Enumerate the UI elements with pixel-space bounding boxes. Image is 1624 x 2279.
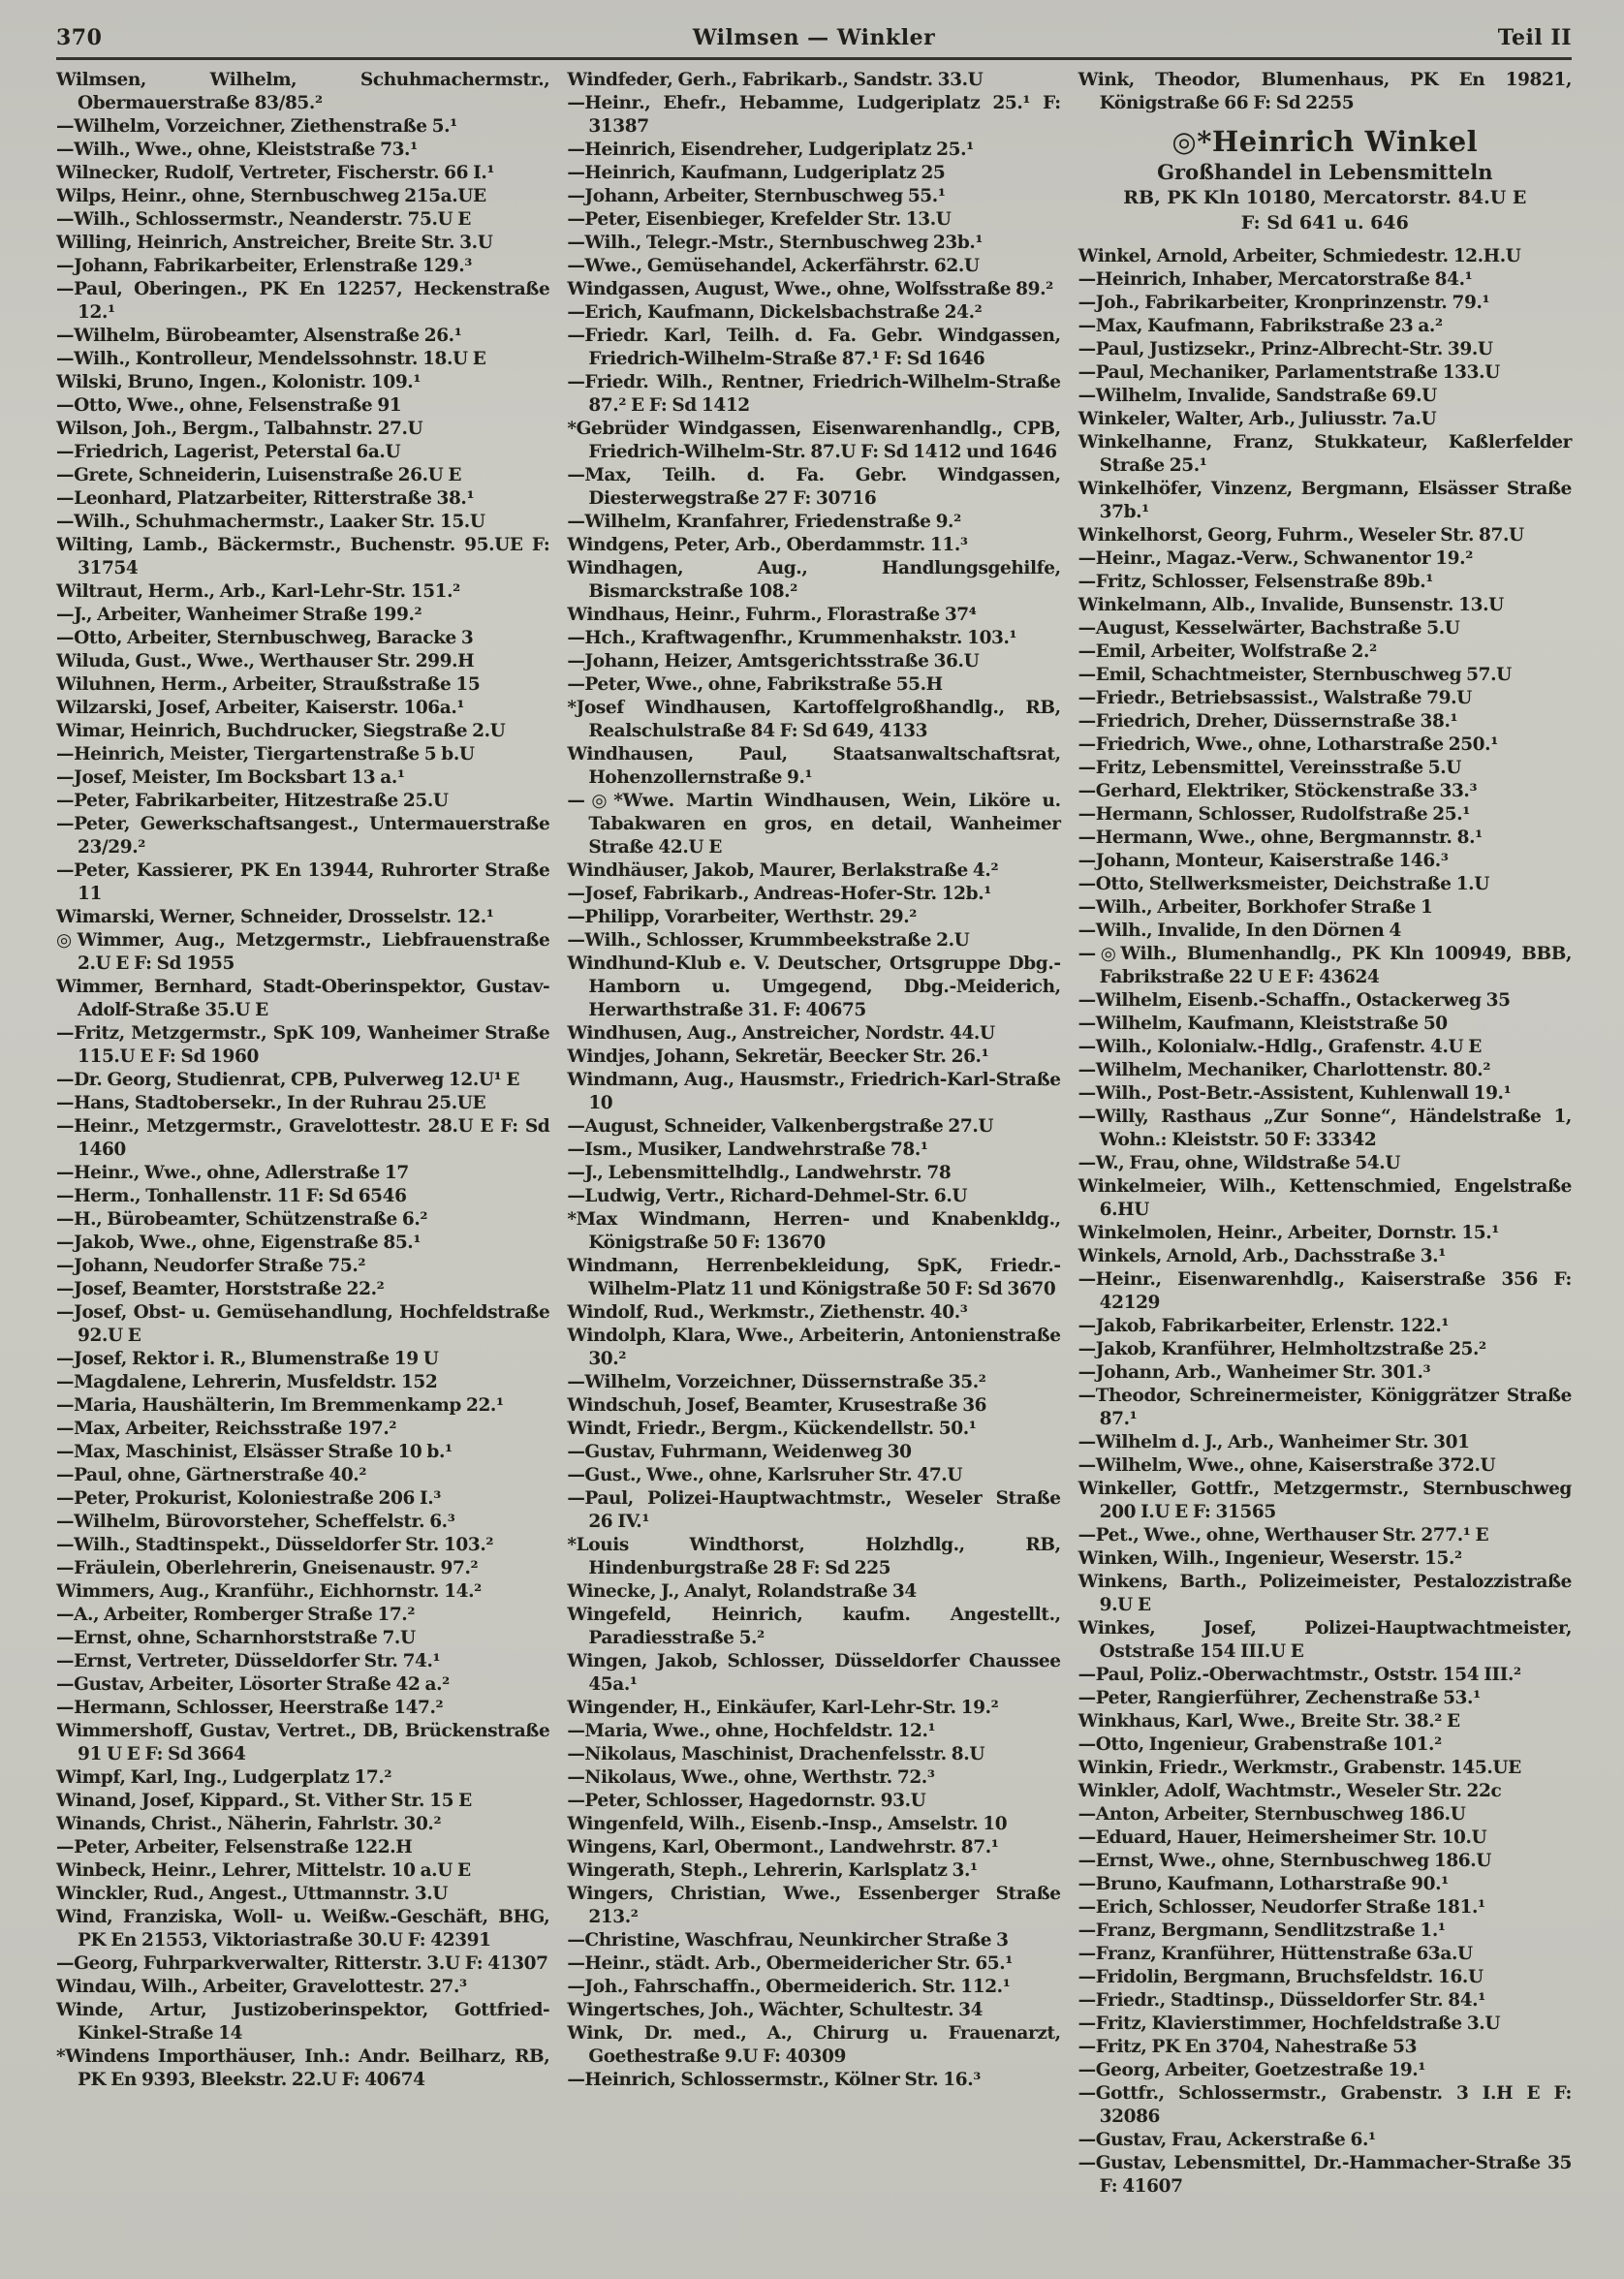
directory-entry: —Hermann, Wwe., ohne, Bergmannstr. 8.¹ <box>1077 827 1483 848</box>
directory-entry: —Josef, Meister, Im Bocksbart 13 a.¹ <box>56 767 405 788</box>
page-header <box>56 25 1572 60</box>
directory-entry: —Ernst, Vertreter, Düsseldorfer Str. 74.¹ <box>56 1651 441 1671</box>
directory-entry: Wiluhnen, Herm., Arbeiter, Straußstraße 15 <box>56 674 481 695</box>
directory-entry: —Heinrich, Inhaber, Mercatorstraße 84.¹ <box>1077 269 1473 290</box>
directory-entry: Wimar, Heinrich, Buchdrucker, Siegstraße 2.U <box>56 721 506 741</box>
directory-entry: Windhagen, Aug., Handlungsgehilfe, Bismarckstraße 108.² <box>567 558 1061 602</box>
directory-entry: —Gustav, Frau, Ackerstraße 6.¹ <box>1077 2130 1376 2150</box>
directory-entry: —Pet., Wwe., ohne, Werthauser Str. 277.¹ E <box>1077 1525 1489 1545</box>
directory-entry: —Erich, Schlosser, Neudorfer Straße 181.¹ <box>1077 1897 1485 1918</box>
directory-entry: Winkelhanne, Franz, Stukkateur, Kaßlerfelder Straße 25.¹ <box>1077 432 1572 476</box>
directory-entry: —Willy, Rasthaus „Zur Sonne“, Händelstraße 1, Wohn.: Kleiststr. 50 F: 33342 <box>1077 1107 1572 1150</box>
directory-entry: —Wilh., Kontrolleur, Mendelssohnstr. 18.U E <box>56 349 486 369</box>
directory-entry: —Gustav, Arbeiter, Lösorter Straße 42 a.² <box>56 1674 450 1695</box>
directory-entry: —◎Wilh., Blumenhandlg., PK Kln 100949, BBB, Fabrikstraße 22 U E F: 43624 <box>1077 944 1572 987</box>
directory-entry: Winkens, Barth., Polizeimeister, Pestalozzistraße 9.U E <box>1077 1572 1572 1615</box>
directory-entry: Wilski, Bruno, Ingen., Kolonistr. 109.¹ <box>56 372 422 392</box>
directory-entry: Wimmers, Aug., Kranführ., Eichhornstr. 14.² <box>56 1581 482 1602</box>
directory-entry: —Max, Kaufmann, Fabrikstraße 23 a.² <box>1077 316 1443 336</box>
directory-entry: —Nikolaus, Wwe., ohne, Werthstr. 72.³ <box>567 1767 935 1788</box>
directory-entry: —Johann, Monteur, Kaiserstraße 146.³ <box>1077 851 1449 871</box>
directory-entry: —Friedrich, Wwe., ohne, Lotharstraße 250.¹ <box>1077 734 1498 755</box>
directory-entry: Windgassen, August, Wwe., ohne, Wolfsstraße 89.² <box>567 279 1053 299</box>
directory-entry: —Grete, Schneiderin, Luisenstraße 26.U E <box>56 465 462 485</box>
directory-entry: —Ism., Musiker, Landwehrstraße 78.¹ <box>567 1140 928 1160</box>
advertisement-title: ◎*Heinrich Winkel <box>1171 125 1479 158</box>
directory-entry: —August, Kesselwärter, Bachstraße 5.U <box>1077 618 1460 639</box>
directory-entry: —Heinr., Metzgermstr., Gravelottestr. 28.U E F: Sd 1460 <box>56 1116 550 1160</box>
directory-entry: —Heinrich, Meister, Tiergartenstraße 5 b.U <box>56 744 475 765</box>
directory-entry: —Wilhelm, Eisenb.-Schaffn., Ostackerweg 35 <box>1077 990 1511 1011</box>
directory-entry: —Johann, Neudorfer Straße 75.² <box>56 1256 366 1276</box>
directory-entry: —Friedr. Wilh., Rentner, Friedrich-Wilhelm-Straße 87.² E F: Sd 1412 <box>567 372 1061 416</box>
directory-entry: —W., Frau, ohne, Wildstraße 54.U <box>1077 1153 1401 1173</box>
directory-column-left <box>56 69 549 2199</box>
directory-entry: —Franz, Bergmann, Sendlitzstraße 1.¹ <box>1077 1920 1446 1941</box>
directory-entry: Wingens, Karl, Obermont., Landwehrstr. 87.¹ <box>567 1837 999 1858</box>
directory-entry: —Wilh., Invalide, In den Dörnen 4 <box>1077 921 1401 941</box>
directory-entry: Winkelhorst, Georg, Fuhrm., Weseler Str. 87.U <box>1077 525 1524 546</box>
directory-entry: —Wilh., Schuhmachermstr., Laaker Str. 15.U <box>56 512 485 532</box>
directory-entry: —Wilh., Post-Betr.-Assistent, Kuhlenwall 19.¹ <box>1077 1083 1512 1104</box>
directory-entry: *Gebrüder Windgassen, Eisenwarenhandlg., CPB, Friedrich-Wilhelm-Str. 87.U F: Sd 1412 und 1646 <box>567 419 1061 462</box>
directory-entry: —Max, Maschinist, Elsässer Straße 10 b.¹ <box>56 1442 453 1462</box>
directory-entry: —Fritz, Schlosser, Felsenstraße 89b.¹ <box>1077 572 1433 592</box>
directory-entry: Winands, Christ., Näherin, Fahrlstr. 30.² <box>56 1814 442 1834</box>
directory-entry: Winkin, Friedr., Werkmstr., Grabenstr. 145.UE <box>1077 1758 1521 1778</box>
directory-entry: —Fridolin, Bergmann, Bruchsfeldstr. 16.U <box>1077 1967 1483 1987</box>
directory-entry: —A., Arbeiter, Romberger Straße 17.² <box>56 1605 416 1625</box>
directory-entry: —Otto, Wwe., ohne, Felsenstraße 91 <box>56 395 402 416</box>
directory-entry: —Wwe., Gemüsehandel, Ackerfährstr. 62.U <box>567 256 980 276</box>
directory-entry: Winecke, J., Analyt, Rolandstraße 34 <box>567 1581 917 1602</box>
directory-entry: —Peter, Fabrikarbeiter, Hitzestraße 25.U <box>56 791 449 811</box>
directory-entry: —Hermann, Schlosser, Rudolfstraße 25.¹ <box>1077 804 1470 825</box>
part-label: Teil II <box>1497 25 1572 50</box>
directory-entry: Windmann, Aug., Hausmstr., Friedrich-Karl-Straße 10 <box>567 1070 1061 1113</box>
directory-entry: —Josef, Rektor i. R., Blumenstraße 19 U <box>56 1349 439 1369</box>
directory-entry: Wingertsches, Joh., Wächter, Schultestr. 34 <box>567 2000 984 2020</box>
directory-entry: —Heinr., städt. Arb., Obermeidericher Str. 65.¹ <box>567 1953 1014 1974</box>
directory-entry: Windfeder, Gerh., Fabrikarb., Sandstr. 33.U <box>567 70 984 90</box>
directory-entry: Wilps, Heinr., ohne, Sternbuschweg 215a.UE <box>56 186 486 206</box>
directory-entry: —Paul, Poliz.-Oberwachtmstr., Oststr. 154 III.² <box>1077 1665 1521 1685</box>
directory-entry: —Wilhelm, Bürobeamter, Alsenstraße 26.¹ <box>56 326 462 346</box>
directory-entry: —Heinr., Magaz.-Verw., Schwanentor 19.² <box>1077 548 1473 569</box>
directory-entry: —Heinr., Eisenwarenhdlg., Kaiserstraße 356 F: 42129 <box>1077 1269 1572 1313</box>
directory-entry: —Wilh., Telegr.-Mstr., Sternbuschweg 23b.¹ <box>567 233 984 253</box>
advertisement-line: F: Sd 641 u. 646 <box>1240 212 1409 234</box>
directory-entry: —Hermann, Schlosser, Heerstraße 147.² <box>56 1698 444 1718</box>
directory-entry: —Johann, Fabrikarbeiter, Erlenstraße 129.³ <box>56 256 472 276</box>
directory-entry: —Heinrich, Schlossermstr., Kölner Str. 16.³ <box>567 2070 981 2090</box>
directory-entry: —J., Arbeiter, Wanheimer Straße 199.² <box>56 605 422 625</box>
directory-entry: Wingefeld, Heinrich, kaufm. Angestellt., Paradiesstraße 5.² <box>567 1605 1061 1648</box>
directory-entry: Windt, Friedr., Bergm., Kückendellstr. 50.¹ <box>567 1419 977 1439</box>
directory-entry: —Georg, Fuhrparkverwalter, Ritterstr. 3.U F: 41307 <box>56 1953 548 1974</box>
directory-entry: —Hch., Kraftwagenfhr., Krummenhakstr. 103.¹ <box>567 628 1017 648</box>
directory-entry: —Paul, Mechaniker, Parlamentstraße 133.U <box>1077 362 1500 383</box>
directory-entry: —Otto, Arbeiter, Sternbuschweg, Baracke 3 <box>56 628 474 648</box>
directory-entry: —Johann, Arbeiter, Sternbuschweg 55.¹ <box>567 186 946 206</box>
directory-entry: —Friedr., Stadtinsp., Düsseldorfer Str. 84.¹ <box>1077 1990 1485 2011</box>
directory-entry: —August, Schneider, Valkenbergstraße 27.U <box>567 1116 994 1137</box>
directory-entry: —Gustav, Fuhrmann, Weidenweg 30 <box>567 1442 912 1462</box>
directory-entry: —Fritz, Klavierstimmer, Hochfeldstraße 3.U <box>1077 2014 1501 2034</box>
directory-entry: Winkelmolen, Heinr., Arbeiter, Dornstr. 15.¹ <box>1077 1223 1499 1243</box>
directory-entry: —J., Lebensmittelhdlg., Landwehrstr. 78 <box>567 1163 952 1183</box>
directory-entry: —Fritz, Lebensmittel, Vereinsstraße 5.U <box>1077 758 1462 778</box>
directory-entry: Winkelhöfer, Vinzenz, Bergmann, Elsässer Straße 37b.¹ <box>1077 479 1572 522</box>
directory-entry: Wink, Dr. med., A., Chirurg u. Frauenarzt, Goethestraße 9.U F: 40309 <box>567 2023 1061 2067</box>
page-number: 370 <box>56 25 103 50</box>
directory-entry: —Gustav, Lebensmittel, Dr.-Hammacher-Straße 35 F: 41607 <box>1077 2153 1572 2197</box>
directory-entry: —Wilh., Kolonialw.-Hdlg., Grafenstr. 4.U E <box>1077 1037 1482 1057</box>
directory-entry: Wind, Franziska, Woll- u. Weißw.-Geschäft, BHG, PK En 21553, Viktoriastraße 30.U F: 42391 <box>56 1907 550 1951</box>
directory-entry: —Bruno, Kaufmann, Lotharstraße 90.¹ <box>1077 1874 1449 1894</box>
directory-entry: Windhausen, Paul, Staatsanwaltschaftsrat, Hohenzollernstraße 9.¹ <box>567 744 1061 788</box>
directory-entry: —Eduard, Hauer, Heimersheimer Str. 10.U <box>1077 1827 1487 1848</box>
directory-entry: Winde, Artur, Justizoberinspektor, Gottfried-Kinkel-Straße 14 <box>56 2000 550 2044</box>
advertisement-line: RB, PK Kln 10180, Mercatorstr. 84.U E <box>1123 187 1527 208</box>
directory-entry: Willing, Heinrich, Anstreicher, Breite Str. 3.U <box>56 233 493 253</box>
directory-entry: Windmann, Herrenbekleidung, SpK, Friedr.-Wilhelm-Platz 11 und Königstraße 50 F: Sd 3670 <box>567 1256 1061 1299</box>
directory-entry: Wimmer, Bernhard, Stadt-Oberinspektor, Gustav-Adolf-Straße 35.U E <box>56 977 550 1020</box>
directory-entry: Winken, Wilh., Ingenieur, Weserstr. 15.² <box>1077 1548 1462 1569</box>
directory-entry: —Emil, Schachtmeister, Sternbuschweg 57.U <box>1077 665 1512 685</box>
directory-entry: Wilmsen, Wilhelm, Schuhmachermstr., Obermauerstraße 83/85.² <box>56 70 550 113</box>
directory-entry: —Maria, Haushälterin, Im Bremmenkamp 22.¹ <box>56 1395 504 1416</box>
directory-entry: —Paul, Oberingen., PK En 12257, Heckenstraße 12.¹ <box>56 279 550 323</box>
directory-entry: Windjes, Johann, Sekretär, Beecker Str. 26.¹ <box>567 1046 989 1067</box>
directory-entry: —Peter, Kassierer, PK En 13944, Ruhrorter Straße 11 <box>56 860 550 904</box>
directory-entry: —Peter, Rangierführer, Zechenstraße 53.¹ <box>1077 1688 1481 1708</box>
directory-entry: Wimpf, Karl, Ing., Ludgerplatz 17.² <box>56 1767 392 1788</box>
directory-entry: Wilzarski, Josef, Arbeiter, Kaiserstr. 106a.¹ <box>56 698 465 718</box>
directory-entry: —Fritz, Metzgermstr., SpK 109, Wanheimer Straße 115.U E F: Sd 1960 <box>56 1023 550 1067</box>
directory-entry: —Franz, Kranführer, Hüttenstraße 63a.U <box>1077 1944 1473 1964</box>
directory-entry: —Philipp, Vorarbeiter, Werthstr. 29.² <box>567 907 917 927</box>
directory-entry: Windhund-Klub e. V. Deutscher, Ortsgruppe Dbg.-Hamborn u. Umgegend, Dbg.-Meiderich, Herwarthstraße 31. F: 40675 <box>567 953 1061 1020</box>
directory-entry: —Theodor, Schreinermeister, Königgrätzer Straße 87.¹ <box>1077 1386 1572 1429</box>
directory-entry: —Leonhard, Platzarbeiter, Ritterstraße 38.¹ <box>56 488 475 509</box>
directory-entry: Windhusen, Aug., Anstreicher, Nordstr. 44.U <box>567 1023 995 1044</box>
directory-entry: —Jakob, Fabrikarbeiter, Erlenstr. 122.¹ <box>1077 1316 1450 1336</box>
directory-entry: —Nikolaus, Maschinist, Drachenfelsstr. 8.U <box>567 1744 985 1764</box>
directory-entry: —Friedrich, Dreher, Düssernstraße 38.¹ <box>1077 711 1458 732</box>
directory-entry: —Heinrich, Kaufmann, Ludgeriplatz 25 <box>567 163 946 183</box>
directory-entry: Winbeck, Heinr., Lehrer, Mittelstr. 10 a.U E <box>56 1860 471 1881</box>
directory-entry: Winkes, Josef, Polizei-Hauptwachtmeister, Oststraße 154 III.U E <box>1077 1618 1572 1662</box>
directory-entry: Wimarski, Werner, Schneider, Drosselstr. 12.¹ <box>56 907 494 927</box>
directory-entry: —Ludwig, Vertr., Richard-Dehmel-Str. 6.U <box>567 1186 968 1206</box>
directory-entry: Wingerath, Steph., Lehrerin, Karlsplatz 3.¹ <box>567 1860 978 1881</box>
directory-entry: Windolf, Rud., Werkmstr., Ziethenstr. 40.³ <box>567 1302 968 1323</box>
directory-entry: —Herm., Tonhallenstr. 11 F: Sd 6546 <box>56 1186 407 1206</box>
directory-entry: Winkler, Adolf, Wachtmstr., Weseler Str. 22c <box>1077 1781 1502 1801</box>
directory-entry: *Windens Importhäuser, Inh.: Andr. Beilharz, RB, PK En 9393, Bleekstr. 22.U F: 40674 <box>56 2046 550 2090</box>
directory-entry: —Gottfr., Schlossermstr., Grabenstr. 3 I.H E F: 32086 <box>1077 2083 1572 2127</box>
directory-entry: Wilting, Lamb., Bäckermstr., Buchenstr. 95.UE F: 31754 <box>56 535 550 578</box>
directory-entry: —Erich, Kaufmann, Dickelsbachstraße 24.² <box>567 302 983 323</box>
directory-entry: —Wilhelm, Bürovorsteher, Scheffelstr. 6.³ <box>56 1512 455 1532</box>
directory-entry: Winkeller, Gottfr., Metzgermstr., Sternbuschweg 200 I.U E F: 31565 <box>1077 1479 1572 1522</box>
directory-entry: —Wilhelm, Vorzeichner, Düssernstraße 35.² <box>567 1372 986 1392</box>
advertisement-line: Großhandel in Lebensmitteln <box>1157 160 1493 184</box>
directory-entry: Wink, Theodor, Blumenhaus, PK En 19821, Königstraße 66 F: Sd 2255 <box>1077 70 1572 113</box>
directory-entry: —Paul, ohne, Gärtnerstraße 40.² <box>56 1465 367 1485</box>
directory-entry: Windau, Wilh., Arbeiter, Gravelottestr. 27.³ <box>56 1977 467 1997</box>
directory-entry: —Wilhelm, Mechaniker, Charlottenstr. 80.² <box>1077 1060 1491 1080</box>
directory-entry: Wingenfeld, Wilh., Eisenb.-Insp., Amselstr. 10 <box>567 1814 1008 1834</box>
directory-entry: —Wilhelm, Wwe., ohne, Kaiserstraße 372.U <box>1077 1455 1496 1476</box>
directory-entry: Windgens, Peter, Arb., Oberdammstr. 11.³ <box>567 535 968 555</box>
directory-entry: —Anton, Arbeiter, Sternbuschweg 186.U <box>1077 1804 1466 1825</box>
directory-entry: —Otto, Stellwerksmeister, Deichstraße 1.U <box>1077 874 1489 894</box>
directory-entry: —Fräulein, Oberlehrerin, Gneisenaustr. 97.² <box>56 1558 479 1578</box>
directory-entry: Winand, Josef, Kippard., St. Vither Str. 15 E <box>56 1791 472 1811</box>
directory-entry: —Peter, Wwe., ohne, Fabrikstraße 55.H <box>567 674 943 695</box>
directory-entry: *Josef Windhausen, Kartoffelgroßhandlg., RB, Realschulstraße 84 F: Sd 649, 4133 <box>567 698 1061 741</box>
directory-entry: —Heinr., Ehefr., Hebamme, Ludgeriplatz 25.¹ F: 31387 <box>567 93 1061 137</box>
directory-entry: Wiluda, Gust., Wwe., Werthauser Str. 299.H <box>56 651 475 671</box>
directory-entry: Wilson, Joh., Bergm., Talbahnstr. 27.U <box>56 419 423 439</box>
directory-entry: —Peter, Schlosser, Hagedornstr. 93.U <box>567 1791 926 1811</box>
directory-entry: —Wilh., Schlossermstr., Neanderstr. 75.U E <box>56 209 471 230</box>
directory-entry: —Paul, Polizei-Hauptwachtmstr., Weseler Straße 26 IV.¹ <box>567 1488 1061 1532</box>
directory-entry: —Max, Teilh. d. Fa. Gebr. Windgassen, Diesterwegstraße 27 F: 30716 <box>567 465 1061 509</box>
directory-entry: —Wilh., Wwe., ohne, Kleiststraße 73.¹ <box>56 140 418 160</box>
directory-entry: —Friedr., Betriebsassist., Walstraße 79.U <box>1077 688 1472 708</box>
directory-entry: —Dr. Georg, Studienrat, CPB, Pulverweg 12.U¹ E <box>56 1070 520 1090</box>
directory-entry: —Jakob, Kranführer, Helmholtzstraße 25.² <box>1077 1339 1486 1359</box>
directory-entry: Wingen, Jakob, Schlosser, Düsseldorfer Chaussee 45a.¹ <box>567 1651 1061 1695</box>
directory-entry: —Maria, Wwe., ohne, Hochfeldstr. 12.¹ <box>567 1721 936 1741</box>
directory-entry: —Wilh., Schlosser, Krummbeekstraße 2.U <box>567 930 970 951</box>
advertisement-entry <box>1078 123 1572 235</box>
directory-entry: Winkelmeier, Wilh., Kettenschmied, Engelstraße 6.HU <box>1077 1176 1572 1220</box>
directory-entry: —Magdalene, Lehrerin, Musfeldstr. 152 <box>56 1372 438 1392</box>
directory-entry: —Peter, Arbeiter, Felsenstraße 122.H <box>56 1837 413 1858</box>
directory-entry: —Joh., Fahrschaffn., Obermeiderich. Str. 112.¹ <box>567 1977 1011 1997</box>
directory-entry: Wingers, Christian, Wwe., Essenberger Straße 213.² <box>567 1884 1061 1927</box>
directory-entry: —Gust., Wwe., ohne, Karlsruher Str. 47.U <box>567 1465 963 1485</box>
directory-entry: —Josef, Fabrikarb., Andreas-Hofer-Str. 12b.¹ <box>567 884 991 904</box>
directory-entry: —Paul, Justizsekr., Prinz-Albrecht-Str. 39.U <box>1077 339 1493 359</box>
directory-entry: —Hans, Stadtobersekr., In der Ruhrau 25.UE <box>56 1093 486 1113</box>
directory-entry: Winkeler, Walter, Arb., Juliusstr. 7a.U <box>1077 409 1437 429</box>
directory-entry: —Heinr., Wwe., ohne, Adlerstraße 17 <box>56 1163 409 1183</box>
directory-entry: —Max, Arbeiter, Reichsstraße 197.² <box>56 1419 397 1439</box>
directory-entry: —Ernst, ohne, Scharnhorststraße 7.U <box>56 1628 416 1648</box>
directory-entry: Winkhaus, Karl, Wwe., Breite Str. 38.² E <box>1077 1711 1460 1732</box>
directory-column-right <box>1078 69 1572 2199</box>
directory-entry: —Otto, Ingenieur, Grabenstraße 101.² <box>1077 1734 1442 1755</box>
directory-entry: —Wilhelm, Invalide, Sandstraße 69.U <box>1077 386 1437 406</box>
directory-entry: Winkels, Arnold, Arb., Dachsstraße 3.¹ <box>1077 1246 1446 1266</box>
directory-entry: —Peter, Eisenbieger, Krefelder Str. 13.U <box>567 209 952 230</box>
directory-entry: —Friedr. Karl, Teilh. d. Fa. Gebr. Windgassen, Friedrich-Wilhelm-Straße 87.¹ F: Sd 1646 <box>567 326 1061 369</box>
directory-entry: —Wilhelm, Vorzeichner, Ziethenstraße 5.¹ <box>56 116 457 137</box>
directory-entry: —Wilh., Stadtinspekt., Düsseldorfer Str. 103.² <box>56 1535 494 1555</box>
directory-entry: Windolph, Klara, Wwe., Arbeiterin, Antonienstraße 30.² <box>567 1326 1061 1369</box>
directory-entry: —Josef, Beamter, Horststraße 22.² <box>56 1279 385 1299</box>
directory-entry: —Georg, Arbeiter, Goetzestraße 19.¹ <box>1077 2060 1426 2080</box>
directory-entry: —Gerhard, Elektriker, Stöckenstraße 33.³ <box>1077 781 1478 801</box>
directory-entry: —H., Bürobeamter, Schützenstraße 6.² <box>56 1209 428 1230</box>
directory-entry: —◎*Wwe. Martin Windhausen, Wein, Liköre u. Tabakwaren en gros, en detail, Wanheimer Straße 42.U E <box>567 791 1061 858</box>
directory-entry: —Heinrich, Eisendreher, Ludgeriplatz 25.¹ <box>567 140 974 160</box>
directory-entry: —Peter, Prokurist, Koloniestraße 206 I.³ <box>56 1488 442 1509</box>
directory-entry: Windhäuser, Jakob, Maurer, Berlakstraße 4.² <box>567 860 999 881</box>
directory-entry: —Josef, Obst- u. Gemüsehandlung, Hochfeldstraße 92.U E <box>56 1302 550 1346</box>
directory-entry: Windschuh, Josef, Beamter, Krusestraße 36 <box>567 1395 987 1416</box>
directory-entry: Windhaus, Heinr., Fuhrm., Florastraße 37⁴ <box>567 605 977 625</box>
directory-entry: ◎Wimmer, Aug., Metzgermstr., Liebfrauenstraße 2.U E F: Sd 1955 <box>56 930 550 974</box>
directory-entry: Winkel, Arnold, Arbeiter, Schmiedestr. 12.H.U <box>1077 246 1521 266</box>
directory-entry: —Peter, Gewerkschaftsangest., Untermauerstraße 23/29.² <box>56 814 550 858</box>
directory-entry: —Johann, Heizer, Amtsgerichtsstraße 36.U <box>567 651 980 671</box>
page-title: Wilmsen — Winkler <box>692 25 936 50</box>
directory-entry: Wimmershoff, Gustav, Vertret., DB, Brückenstraße 91 U E F: Sd 3664 <box>56 1721 550 1764</box>
directory-entry: —Friedrich, Lagerist, Peterstal 6a.U <box>56 442 401 462</box>
directory-entry: Wingender, H., Einkäufer, Karl-Lehr-Str. 19.² <box>567 1698 999 1718</box>
directory-entry: —Fritz, PK En 3704, Nahestraße 53 <box>1077 2037 1418 2057</box>
directory-entry: —Emil, Arbeiter, Wolfstraße 2.² <box>1077 641 1377 662</box>
directory-entry: —Wilhelm d. J., Arb., Wanheimer Str. 301 <box>1077 1432 1470 1452</box>
directory-entry: —Ernst, Wwe., ohne, Sternbuschweg 186.U <box>1077 1851 1492 1871</box>
directory-entry: Wiltraut, Herm., Arb., Karl-Lehr-Str. 151.² <box>56 581 460 602</box>
directory-entry: —Joh., Fabrikarbeiter, Kronprinzenstr. 79.¹ <box>1077 293 1490 313</box>
directory-entry: —Christine, Waschfrau, Neunkircher Straße 3 <box>567 1930 1009 1951</box>
directory-column-center <box>567 69 1060 2199</box>
directory-entry: Winckler, Rud., Angest., Uttmannstr. 3.U <box>56 1884 448 1904</box>
directory-entry: *Louis Windthorst, Holzhdlg., RB, Hindenburgstraße 28 F: Sd 225 <box>567 1535 1061 1578</box>
directory-entry: —Wilhelm, Kaufmann, Kleiststraße 50 <box>1077 1014 1448 1034</box>
directory-entry: Winkelmann, Alb., Invalide, Bunsenstr. 13.U <box>1077 595 1504 615</box>
directory-entry: —Wilh., Arbeiter, Borkhofer Straße 1 <box>1077 897 1433 918</box>
directory-entry: —Johann, Arb., Wanheimer Str. 301.³ <box>1077 1362 1431 1383</box>
directory-entry: —Wilhelm, Kranfahrer, Friedenstraße 9.² <box>567 512 961 532</box>
directory-entry: *Max Windmann, Herren- und Knabenkldg., Königstraße 50 F: 13670 <box>567 1209 1061 1253</box>
directory-columns <box>56 69 1572 2199</box>
directory-entry: —Jakob, Wwe., ohne, Eigenstraße 85.¹ <box>56 1233 422 1253</box>
directory-entry: Wilnecker, Rudolf, Vertreter, Fischerstr. 66 I.¹ <box>56 163 495 183</box>
